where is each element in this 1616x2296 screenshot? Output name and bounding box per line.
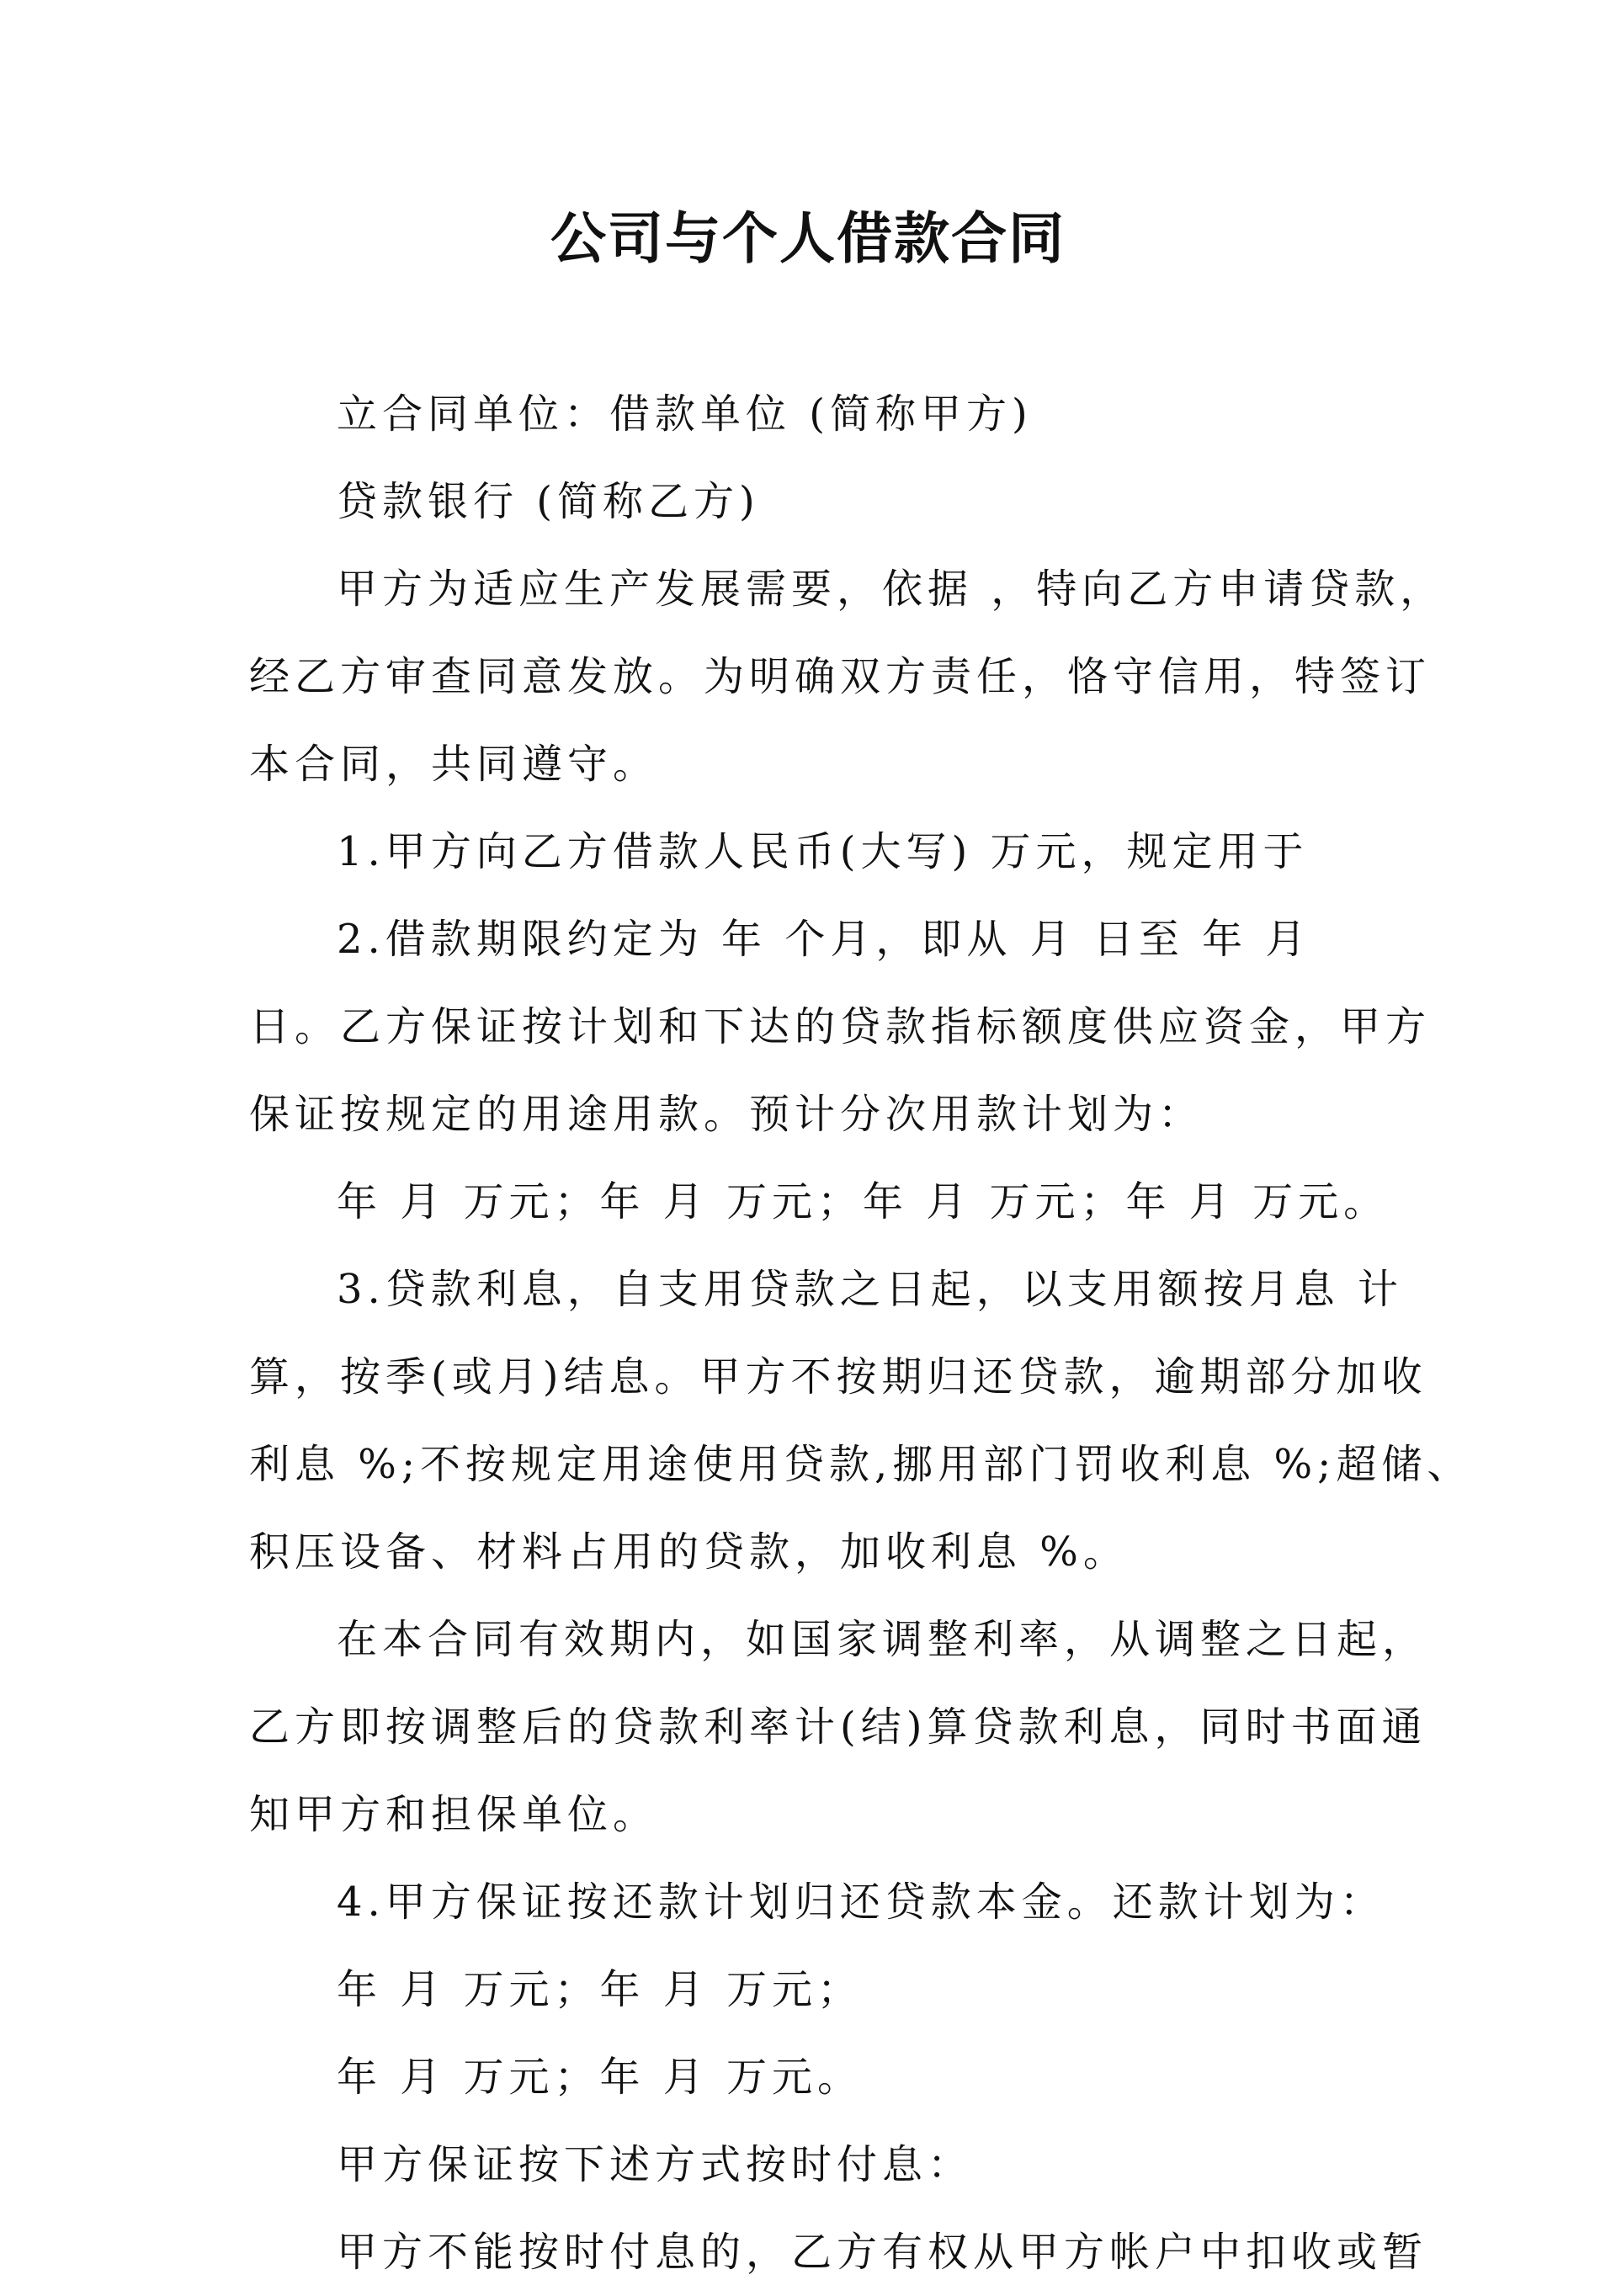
paragraph-line: 4.甲方保证按还款计划归还贷款本金。还款计划为： <box>337 1879 1385 1926</box>
paragraph-line: 在本合同有效期内，如国家调整利率，从调整之日起， <box>337 1616 1428 1663</box>
paragraph-line: 1.甲方向乙方借款人民币(大写) 万元，规定用于 <box>337 828 1309 875</box>
paragraph-line: 年 月 万元；年 月 万元。 <box>337 2054 864 2101</box>
paragraph-line: 积压设备、材料占用的贷款，加收利息 %。 <box>249 1528 1129 1576</box>
paragraph-line: 年 月 万元；年 月 万元； <box>337 1966 864 2013</box>
paragraph-line: 年 月 万元；年 月 万元；年 月 万元；年 月 万元。 <box>337 1178 1390 1225</box>
paragraph-line: 保证按规定的用途用款。预计分次用款计划为： <box>249 1091 1204 1138</box>
paragraph-line: 甲方不能按时付息的，乙方有权从甲方帐户中扣收或暂 <box>337 2229 1428 2276</box>
paragraph-line: 经乙方审查同意发放。为明确双方责任，恪守信用，特签订 <box>249 653 1432 700</box>
paragraph-line: 2.借款期限约定为 年 个月，即从 月 日至 年 月 <box>337 916 1311 963</box>
paragraph-line: 3.贷款利息，自支用贷款之日起，以支用额按月息 计 <box>337 1266 1404 1313</box>
document-body <box>249 370 1473 2296</box>
paragraph-line: 利息 %;不按规定用途使用贷款,挪用部门罚收利息 %;超储、 <box>249 1441 1473 1488</box>
paragraph-line: 算，按季(或月)结息。甲方不按期归还贷款，逾期部分加收 <box>249 1353 1427 1400</box>
document-title: 公司与个人借款合同 <box>550 205 1066 271</box>
paragraph-line: 乙方即按调整后的贷款利率计(结)算贷款利息，同时书面通 <box>249 1703 1427 1751</box>
paragraph-line: 甲方为适应生产发展需要，依据 ，特向乙方申请贷款， <box>337 566 1446 613</box>
paragraph-line: 知甲方和担保单位。 <box>249 1791 659 1838</box>
paragraph-line: 立合同单位：借款单位 (简称甲方) <box>337 391 1033 438</box>
paragraph-line: 贷款银行 (简称乙方) <box>337 478 760 525</box>
paragraph-line: 甲方保证按下述方式按时付息： <box>337 2141 974 2188</box>
paragraph-line: 本合同，共同遵守。 <box>249 741 659 788</box>
paragraph-line: 日。乙方保证按计划和下达的贷款指标额度供应资金，甲方 <box>249 1003 1432 1050</box>
